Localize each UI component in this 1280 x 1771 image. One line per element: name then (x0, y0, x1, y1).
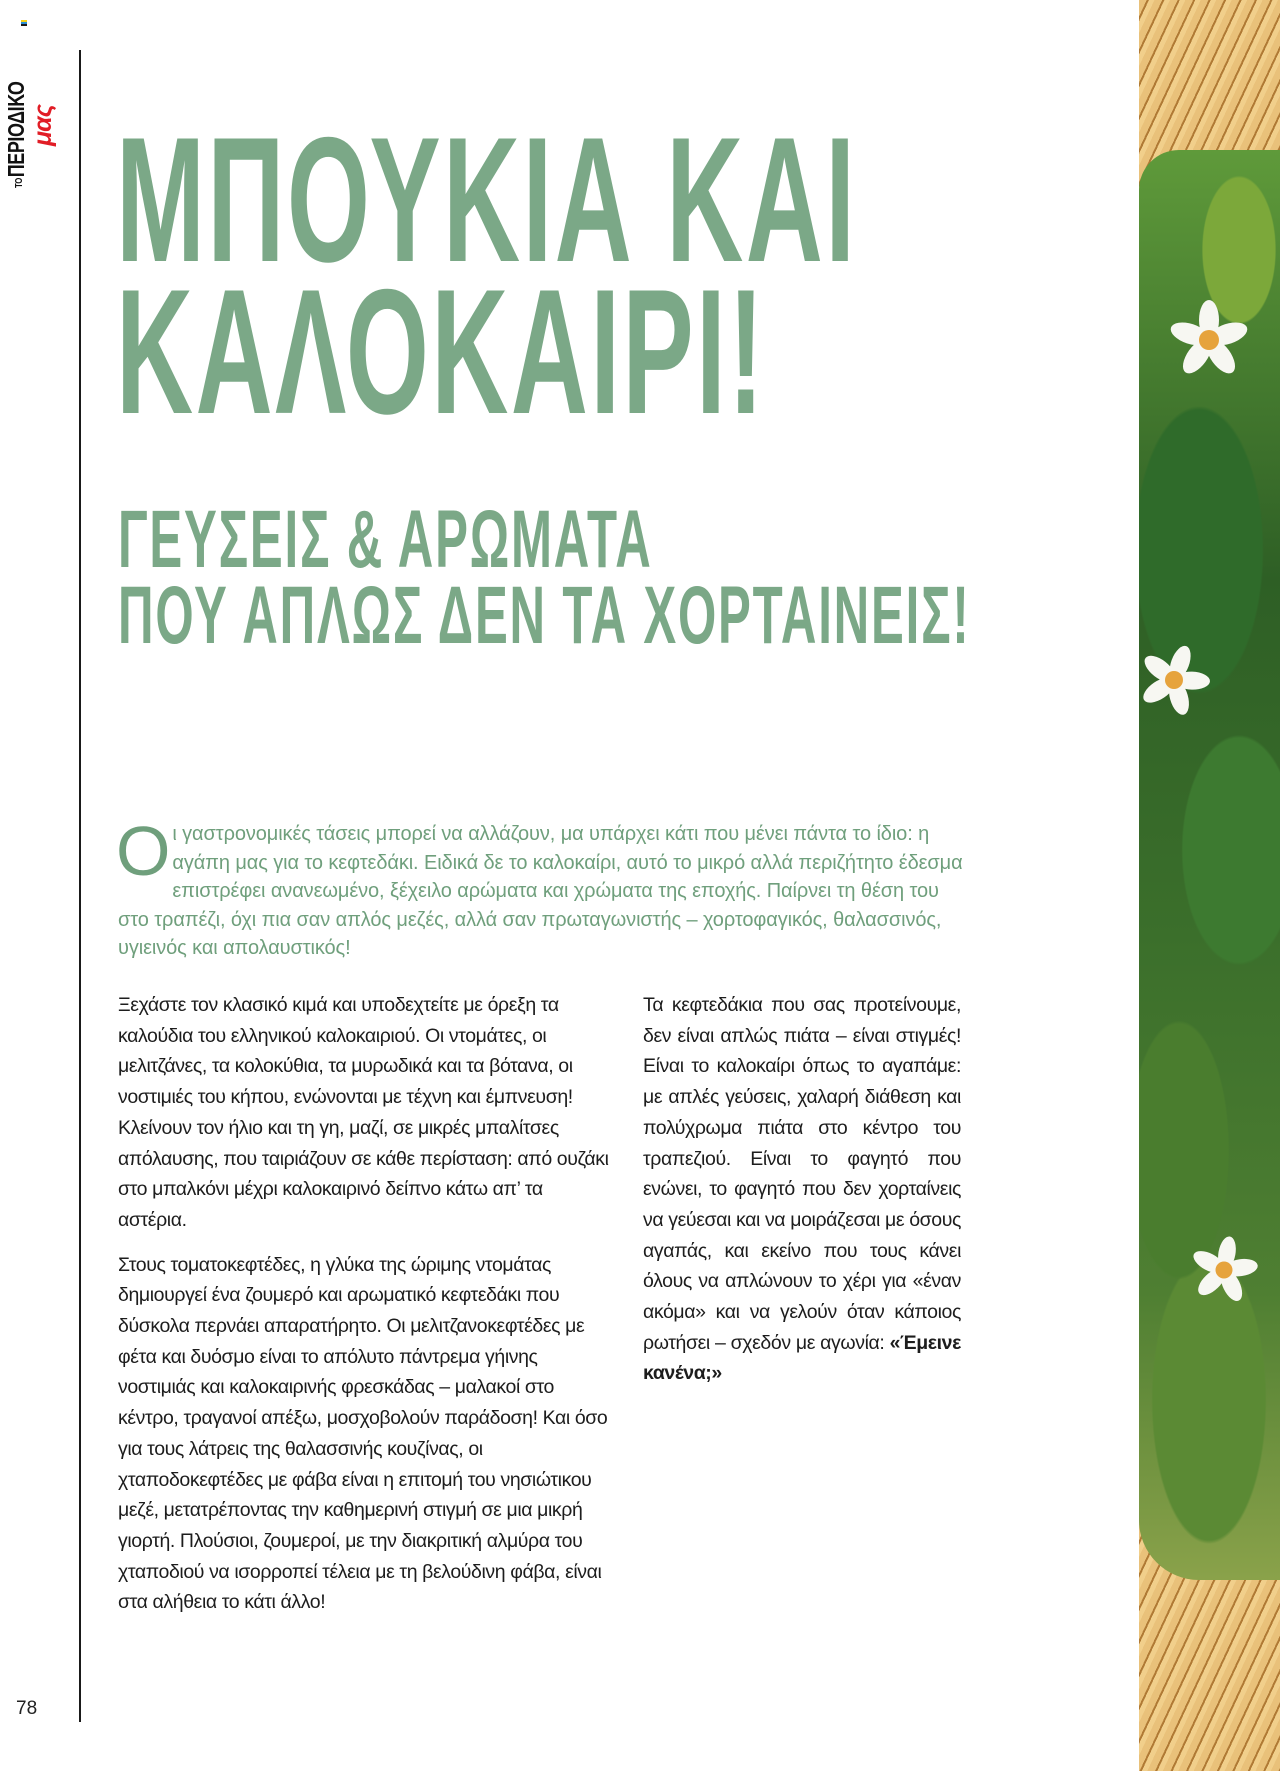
intro-dropcap: Ο (116, 812, 171, 890)
photo-flower-icon (1190, 1236, 1258, 1304)
registration-mark-black (21, 24, 27, 26)
closing-quote: «Έμεινε κανένα;» (643, 1331, 961, 1385)
magazine-masthead-logo (4, 48, 56, 188)
headline-line-1: ΜΠΟΥΚΙΑ ΚΑΙ (116, 100, 858, 299)
intro-text: ι γαστρονομικές τάσεις μπορεί να αλλάζουν, μα υπάρχει κάτι που μένει πάντα το ίδιο: η αγάπη μας για το κεφτεδάκι. Ειδικά δε το καλοκαίρι, αυτό το μικρό αλλά περιζήτητο έδεσμα επιστρέφει ανανεωμένο, ξέχειλο αρώματα και χρώματα της εποχής. Παίρνει τη θέση του στο τραπέζι, όχι πια σαν απλός μεζές, αλλά σαν πρωταγωνιστής – χορτοφαγικός, θαλασσινός, υγιεινός και απολαυστικός! (118, 823, 963, 959)
masthead-brand: μας (29, 105, 57, 146)
body-column-right (643, 990, 961, 1403)
masthead-title: ΠΕΡΙΟΔΙΚΟ (3, 81, 29, 178)
closing-paragraph-text: Τα κεφτεδάκια που σας προτείνουμε, δεν είναι απλώς πιάτα – είναι στιγμές! Είναι το καλοκαίρι όπως το αγαπάμε: με απλές γεύσεις, χαλαρή διάθεση και πολύχρωμα πιάτα στο κέντρο του τραπεζιού. Είναι το φαγητό που ενώνει, το φαγητό που δεν χορταίνεις να γεύεσαι και να μοιράζεσαι με όσους αγαπάς, και εκείνο που τους κάνει όλους να απλώνουν το χέρι για «έναν ακόμα» και να γελούν όταν κάποιος ρωτήσει – σχεδόν με αγωνία: (643, 994, 961, 1354)
body-paragraph: Στους τοματοκεφτέδες, η γλύκα της ώριμης ντομάτας δημιουργεί ένα ζουμερό και αρωματικό κεφτεδάκι που δύσκολα περνάει απαρατήρητο. Οι μελιτζανοκεφτέδες με φέτα και δυόσμο είναι το απόλυτο πάντρεμα γήινης νοστιμιάς και καλοκαιρινής φρεσκάδας – μαλακοί στο κέντρο, τραγανοί απέξω, μοσχοβολούν παράδοση! Και όσο για τους λάτρεις της θαλασσινής κουζίνας, οι χταποδοκεφτέδες με φάβα είναι η επιτομή του νησιώτικου μεζέ, μετατρέποντας την καθημερινή στιγμή σε μια μικρή γιορτή. Πλούσιοι, ζουμεροί, με την διακριτική αλμύρα του χταποδιού να ισορροπεί τέλεια με τη βελούδινη φάβα, είναι στα αλήθεια το κάτι άλλο! (118, 1253, 608, 1614)
article-subheadline (118, 494, 971, 661)
body-column-left (118, 990, 610, 1632)
side-photo-citrus-blossoms (1139, 0, 1280, 1771)
photo-flower-icon (1169, 300, 1249, 380)
headline-line-2: ΚΑΛΟΚΑΙΡΙ! (116, 252, 767, 451)
photo-flower-icon (1139, 644, 1210, 716)
masthead-prefix: ΤΟ (14, 178, 25, 188)
body-paragraph: Ξεχάστε τον κλασικό κιμά και υποδεχτείτε με όρεξη τα καλούδια του ελληνικού καλοκαιριού. Οι ντομάτες, οι μελιτζάνες, τα κολοκύθια, τα μυρωδικά και τα βότανα, οι νοστιμιές του κήπου, ενώνονται με τέχνη και έμπνευση! Κλείνουν τον ήλιο και τη γη, μαζί, σε μικρές μπαλίτσες απόλαυσης, που ταιριάζουν σε κάθε περίσταση: από ουζάκι στο μπαλκόνι μέχρι καλοκαιρινό δείπνο κάτω απ’ τα αστέρια. (118, 994, 609, 1231)
subhead-line-2: ΠΟΥ ΑΠΛΩΣ ΔΕΝ ΤΑ ΧΟΡΤΑΙΝΕΙΣ! (118, 570, 971, 661)
page-number: 78 (16, 1698, 38, 1719)
body-paragraph (643, 990, 961, 1389)
subhead-line-1: ΓΕΥΣΕΙΣ & ΑΡΩΜΑΤΑ (118, 494, 653, 585)
article-headline (116, 100, 858, 451)
registration-marks (21, 20, 27, 28)
article-intro (116, 812, 963, 963)
vertical-rule-divider (79, 50, 81, 1722)
